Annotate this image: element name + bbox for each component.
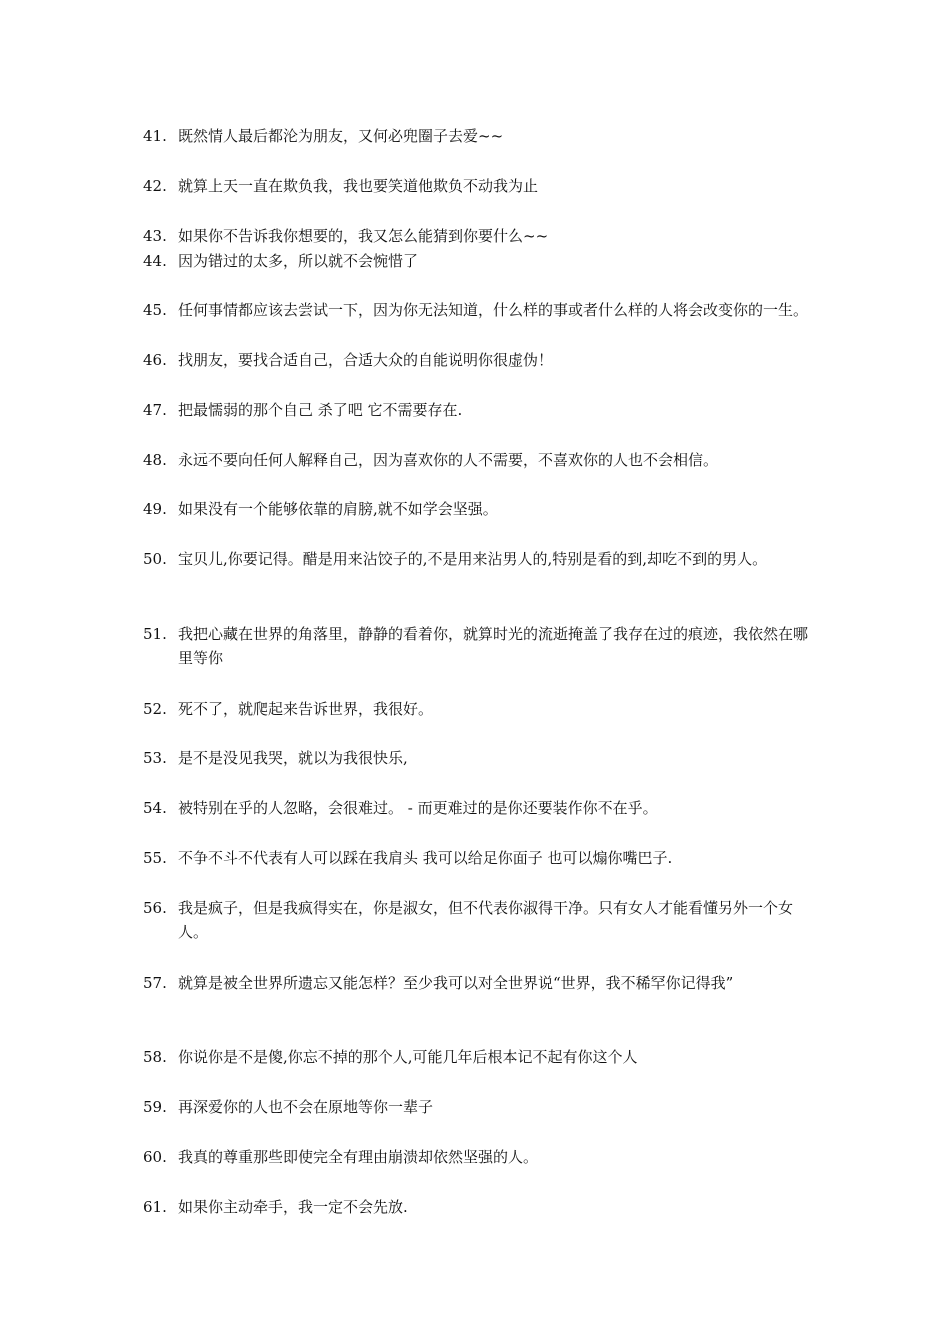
item-text: 是不是没见我哭，就以为我很快乐, bbox=[178, 749, 408, 767]
item-number: 53. bbox=[143, 749, 167, 767]
item-number: 41. bbox=[143, 127, 167, 145]
item-number: 44. bbox=[143, 252, 167, 270]
item-number: 46. bbox=[143, 351, 167, 369]
item-number: 48. bbox=[143, 451, 167, 469]
item-text: 如果你主动牵手，我一定不会先放. bbox=[178, 1198, 408, 1216]
item-number: 54. bbox=[143, 799, 167, 817]
item-text: 任何事情都应该去尝试一下，因为你无法知道，什么样的事或者什么样的人将会改变你的一生。 bbox=[178, 301, 809, 319]
item-text: 我是疯子，但是我疯得实在，你是淑女，但不代表你淑得干净。只有女人才能看懂另外一个女人。 bbox=[178, 899, 794, 941]
item-text: 就算上天一直在欺负我，我也要笑道他欺负不动我为止 bbox=[178, 177, 539, 195]
item-text: 宝贝儿,你要记得。醋是用来沾饺子的,不是用来沾男人的,特别是看的到,却吃不到的男人。 bbox=[178, 550, 768, 568]
item-text: 我把心藏在世界的角落里，静静的看着你，就算时光的流逝掩盖了我存在过的痕迹，我依然在哪里等你 bbox=[178, 625, 809, 667]
item-text: 死不了，就爬起来告诉世界，我很好。 bbox=[178, 700, 434, 718]
item-number: 59. bbox=[143, 1098, 167, 1116]
item-number: 56. bbox=[143, 899, 167, 917]
item-text: 不争不斗不代表有人可以踩在我肩头 我可以给足你面子 也可以煽你嘴巴子. bbox=[178, 849, 673, 867]
item-number: 47. bbox=[143, 401, 167, 419]
item-number: 42. bbox=[143, 177, 167, 195]
item-text: 再深爱你的人也不会在原地等你一辈子 bbox=[178, 1098, 434, 1116]
item-number: 52. bbox=[143, 700, 167, 718]
item-number: 50. bbox=[143, 550, 167, 568]
item-text: 被特别在乎的人忽略，会很难过。 - 而更难过的是你还要装作你不在乎。 bbox=[178, 799, 658, 817]
item-number: 43. bbox=[143, 227, 167, 245]
item-number: 51. bbox=[143, 625, 167, 643]
item-number: 61. bbox=[143, 1198, 167, 1216]
item-text: 我真的尊重那些即使完全有理由崩溃却依然坚强的人。 bbox=[178, 1148, 539, 1166]
item-number: 55. bbox=[143, 849, 167, 867]
item-text: 如果你不告诉我你想要的，我又怎么能猜到你要什么~~ bbox=[178, 227, 549, 245]
item-number: 58. bbox=[143, 1048, 167, 1066]
item-text: 如果没有一个能够依靠的肩膀,就不如学会坚强。 bbox=[178, 500, 498, 518]
item-text: 既然情人最后都沦为朋友，又何必兜圈子去爱~~ bbox=[178, 127, 504, 145]
item-text: 就算是被全世界所遗忘又能怎样？至少我可以对全世界说“世界，我不稀罕你记得我” bbox=[178, 974, 734, 992]
item-number: 57. bbox=[143, 974, 167, 992]
item-number: 49. bbox=[143, 500, 167, 518]
item-number: 45. bbox=[143, 301, 167, 319]
item-text: 你说你是不是傻,你忘不掉的那个人,可能几年后根本记不起有你这个人 bbox=[178, 1048, 638, 1066]
item-text: 找朋友，要找合适自己，合适大众的自能说明你很虚伪！ bbox=[178, 351, 554, 369]
item-text: 因为错过的太多，所以就不会惋惜了 bbox=[178, 252, 419, 270]
item-number: 60. bbox=[143, 1148, 167, 1166]
item-text: 永远不要向任何人解释自己，因为喜欢你的人不需要，不喜欢你的人也不会相信。 bbox=[178, 451, 719, 469]
item-text: 把最懦弱的那个自己 杀了吧 它不需要存在. bbox=[178, 401, 463, 419]
